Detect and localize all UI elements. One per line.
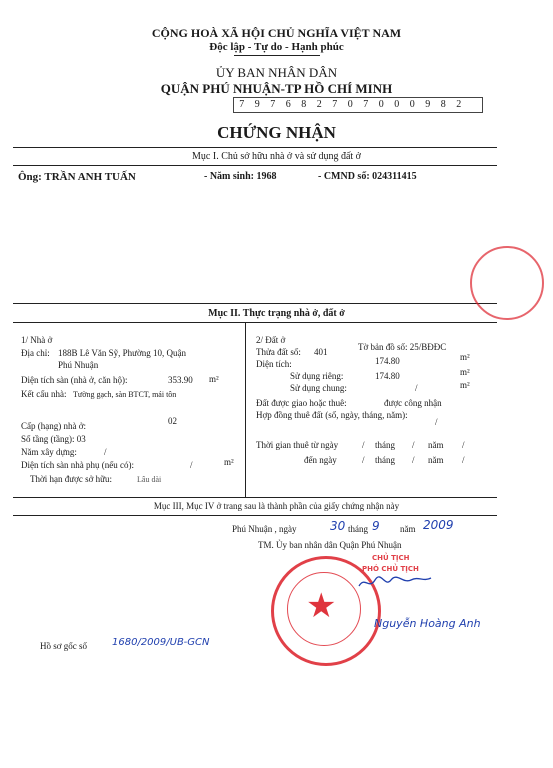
section1-top-rule xyxy=(13,147,497,148)
serial-digit: 2 xyxy=(456,99,462,110)
land-private-label: Sử dụng riêng: xyxy=(290,371,344,381)
margin-seal-fragment xyxy=(470,246,544,320)
lease-to-year-word: năm xyxy=(428,455,444,465)
seal-star-icon: ★ xyxy=(306,588,337,625)
land-private-unit: m² xyxy=(460,367,470,377)
file-number-label: Hồ sơ gốc số xyxy=(40,641,88,651)
house-address: 188B Lê Văn Sỹ, Phường 10, Quận xyxy=(58,348,186,358)
sign-year-word: năm xyxy=(400,524,416,534)
house-term: Lâu dài xyxy=(137,475,162,484)
serial-digit: 9 xyxy=(425,99,431,110)
section2-heading-rule xyxy=(13,322,497,323)
land-parcel-label: Thửa đất số: xyxy=(256,347,301,357)
section3-top-rule xyxy=(13,497,497,498)
house-grade: 02 xyxy=(168,416,177,426)
house-address-cont: Phú Nhuận xyxy=(58,360,99,370)
house-structure: Tường gạch, sàn BTCT, mái tôn xyxy=(73,390,177,399)
land-origin: được công nhận xyxy=(384,398,442,408)
motto-underline xyxy=(234,55,320,56)
lease-from-label: Thời gian thuê từ ngày xyxy=(256,440,339,450)
serial-digit: 0 xyxy=(394,99,400,110)
house-aux-area-unit: m² xyxy=(224,457,234,467)
lease-to-year: / xyxy=(462,455,465,465)
section3-note: Mục III, Mục IV ở trang sau là thành phần của giấy chứng nhận này xyxy=(153,501,400,511)
sign-year: 2009 xyxy=(423,518,454,532)
sign-day: 30 xyxy=(330,519,346,533)
lease-from-month: / xyxy=(412,440,415,450)
owner-birth-year: - Năm sinh: 1968 xyxy=(204,171,277,182)
authority-line2: QUẬN PHÚ NHUẬN-TP HỒ CHÍ MINH xyxy=(160,81,393,96)
lease-from-month-word: tháng xyxy=(375,440,395,450)
document-title: CHỨNG NHẬN xyxy=(217,123,336,142)
lease-from-year-word: năm xyxy=(428,440,444,450)
serial-digit: 7 xyxy=(363,99,369,110)
land-area-unit: m² xyxy=(460,352,470,362)
file-number: 1680/2009/UB-GCN xyxy=(112,637,210,648)
house-structure-label: Kết cấu nhà: xyxy=(21,389,67,399)
house-area-label: Diện tích sàn (nhà ở, căn hộ): xyxy=(21,375,128,385)
house-year: / xyxy=(104,447,107,457)
serial-digit: 6 xyxy=(285,99,291,110)
signer-name: Nguyễn Hoàng Anh xyxy=(374,617,481,630)
national-name: CỘNG HOÀ XÃ HỘI CHỦ NGHĨA VIỆT NAM xyxy=(151,26,402,40)
section3-bottom-rule xyxy=(13,515,497,516)
sign-month-word: tháng xyxy=(348,524,368,534)
sign-place-date: Phú Nhuận , ngày xyxy=(232,524,297,534)
house-year-label: Năm xây dựng: xyxy=(21,447,77,457)
house-grade-label: Cấp (hạng) nhà ở: xyxy=(21,421,86,431)
section2-divider xyxy=(245,322,246,497)
section1-heading: Mục I. Chủ sở hữu nhà ở và sử dụng đất ở xyxy=(192,151,361,162)
authority-line1: ỦY BAN NHÂN DÂN xyxy=(215,65,338,80)
lease-to-month-word: tháng xyxy=(375,455,395,465)
sign-on-behalf: TM. Ủy ban nhân dân Quận Phú Nhuận xyxy=(258,540,402,550)
land-title: 2/ Đất ở xyxy=(256,335,286,345)
land-private: 174.80 xyxy=(375,371,400,381)
land-origin-label: Đất được giao hoặc thuê: xyxy=(256,398,347,408)
land-shared-unit: m² xyxy=(460,380,470,390)
serial-digit: 0 xyxy=(409,99,415,110)
motto: Độc lập - Tự do - Hạnh phúc xyxy=(209,41,344,53)
house-area-value: 353.90 xyxy=(168,375,193,385)
section2-top-rule xyxy=(13,303,497,304)
lease-from-year: / xyxy=(462,440,465,450)
sign-month: 9 xyxy=(372,519,380,533)
serial-digit: 8 xyxy=(301,99,307,110)
signature-scribble xyxy=(355,570,435,594)
owner-id-number: - CMND số: 024311415 xyxy=(318,171,417,182)
house-aux-area: / xyxy=(190,460,193,470)
house-term-label: Thời hạn được sở hữu: xyxy=(30,474,113,484)
stamp-title-vice-chairman: PHÓ CHỦ TỊCH xyxy=(362,565,419,573)
house-address-label: Địa chỉ: xyxy=(21,348,50,358)
section1-heading-rule xyxy=(13,165,497,166)
serial-number xyxy=(233,97,483,113)
serial-digit: 0 xyxy=(378,99,384,110)
lease-from-day: / xyxy=(362,440,365,450)
stamp-title-chairman: CHỦ TỊCH xyxy=(372,554,410,562)
land-shared: / xyxy=(415,383,418,393)
house-aux-area-label: Diện tích sàn nhà phụ (nếu có): xyxy=(21,460,134,470)
lease-to-day: / xyxy=(362,455,365,465)
section2-heading: Mục II. Thực trạng nhà ở, đất ở xyxy=(208,308,345,319)
land-area: 174.80 xyxy=(375,356,400,366)
owner-name: Ông: TRẦN ANH TUẤN xyxy=(18,171,136,183)
house-title: 1/ Nhà ở xyxy=(21,335,53,345)
serial-digit: 8 xyxy=(440,99,446,110)
land-lease-label: Hợp đồng thuê đất (số, ngày, tháng, năm): xyxy=(256,410,408,420)
serial-digit: 7 xyxy=(239,99,245,110)
land-parcel: 401 xyxy=(314,347,328,357)
land-area-label: Diện tích: xyxy=(256,359,292,369)
land-lease-value: / xyxy=(435,417,438,427)
lease-to-month: / xyxy=(412,455,415,465)
land-shared-label: Sử dụng chung: xyxy=(290,383,347,393)
serial-digit: 0 xyxy=(347,99,353,110)
serial-digit: 7 xyxy=(270,99,276,110)
lease-to-label: đến ngày xyxy=(304,455,337,465)
house-floors: Số tầng (tầng): 03 xyxy=(21,434,86,444)
serial-digit: 2 xyxy=(316,99,322,110)
serial-digit: 7 xyxy=(332,99,338,110)
house-area-unit: m² xyxy=(209,374,219,384)
serial-digit: 9 xyxy=(254,99,260,110)
land-map-sheet: Tờ bản đồ số: 25/BĐĐC xyxy=(358,342,447,352)
